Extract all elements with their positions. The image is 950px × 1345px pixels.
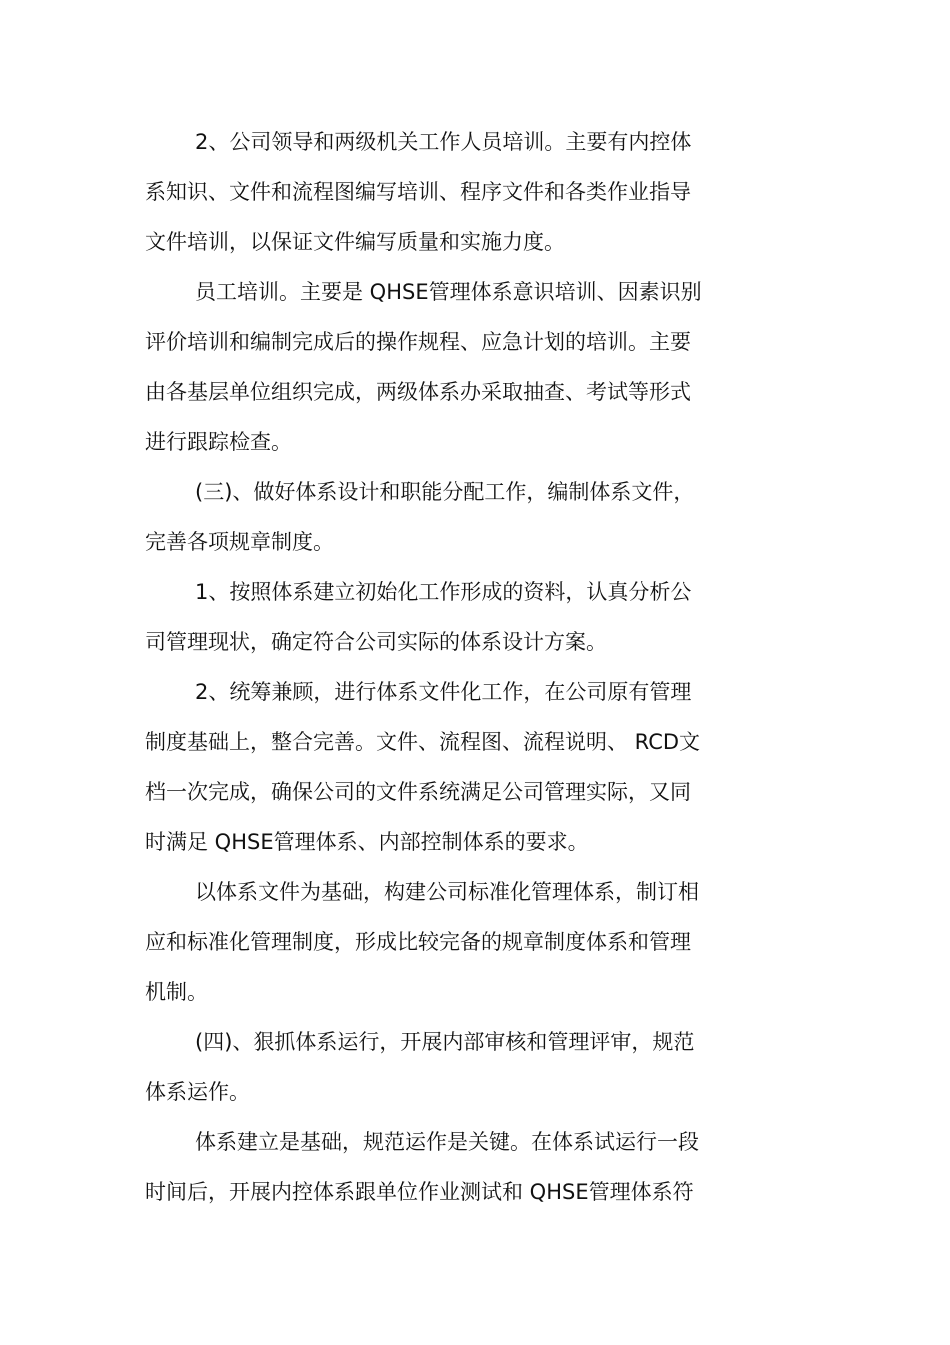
section-heading: (四)、狠抓体系运行，开展内部审核和管理评审，规范 — [195, 1030, 695, 1054]
section-heading: (三)、做好体系设计和职能分配工作，编制体系文件， — [195, 480, 695, 504]
text-line: 制度基础上，整合完善。文件、流程图、流程说明、 RCD文 — [145, 730, 701, 754]
text-line: 档一次完成，确保公司的文件系统满足公司管理实际，又同 — [145, 780, 691, 804]
section-heading: 体系运作。 — [145, 1080, 250, 1104]
text-line: 司管理现状，确定符合公司实际的体系设计方案。 — [145, 630, 607, 654]
text-line: 以体系文件为基础，构建公司标准化管理体系，制订相 — [195, 880, 699, 904]
text-line: 系知识、文件和流程图编写培训、程序文件和各类作业指导 — [145, 180, 691, 204]
text-line: 进行跟踪检查。 — [145, 430, 292, 454]
text-line: 2、统筹兼顾，进行体系文件化工作，在公司原有管理 — [195, 680, 692, 704]
text-line: 机制。 — [145, 980, 208, 1004]
text-line: 员工培训。主要是 QHSE管理体系意识培训、因素识别 — [195, 280, 702, 304]
text-line: 评价培训和编制完成后的操作规程、应急计划的培训。主要 — [145, 330, 691, 354]
section-heading: 完善各项规章制度。 — [145, 530, 334, 554]
text-line: 文件培训，以保证文件编写质量和实施力度。 — [145, 230, 565, 254]
text-line: 应和标准化管理制度，形成比较完备的规章制度体系和管理 — [145, 930, 691, 954]
text-line: 由各基层单位组织完成，两级体系办采取抽查、考试等形式 — [145, 380, 691, 404]
text-line: 体系建立是基础，规范运作是关键。在体系试运行一段 — [195, 1130, 699, 1154]
text-line: 2、公司领导和两级机关工作人员培训。主要有内控体 — [195, 130, 692, 154]
text-line: 1、按照体系建立初始化工作形成的资料，认真分析公 — [195, 580, 692, 604]
text-line: 时间后，开展内控体系跟单位作业测试和 QHSE管理体系符 — [145, 1180, 694, 1204]
text-line: 时满足 QHSE管理体系、内部控制体系的要求。 — [145, 830, 589, 854]
